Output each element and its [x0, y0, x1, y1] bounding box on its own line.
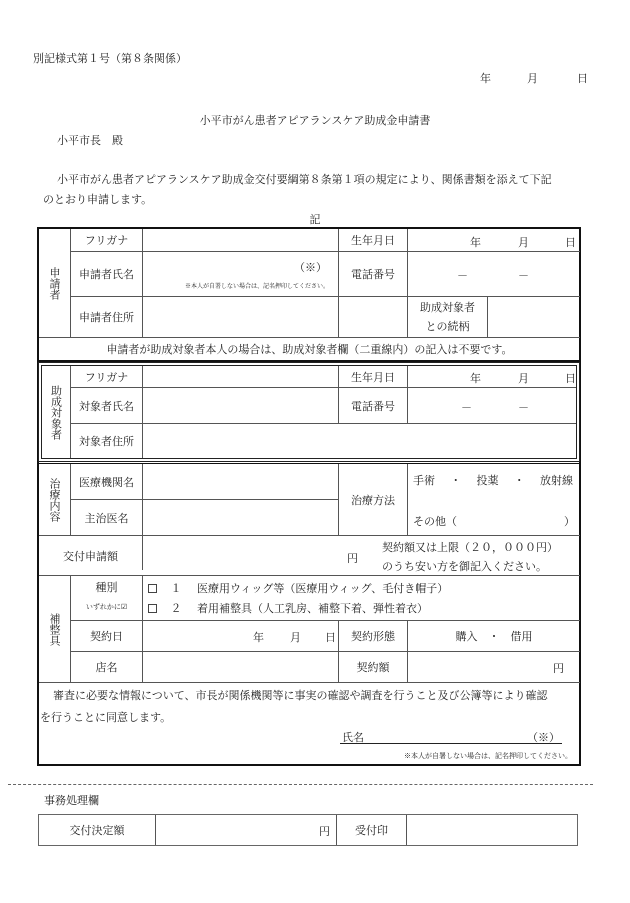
applicant-birth-input[interactable]: [408, 229, 580, 251]
applicant-birth-day: 日: [565, 236, 576, 249]
office-title: 事務処理欄: [44, 794, 99, 807]
device-option-text: 着用補整具（人工乳房、補整下着、弾性着衣）: [197, 602, 428, 615]
applicant-name-label: 申請者氏名: [79, 268, 134, 281]
applicant-furigana-label: フリガナ: [84, 234, 129, 247]
phone-dash: －: [461, 401, 472, 414]
applicant-name-input[interactable]: [143, 252, 337, 296]
shop-label: 店名: [95, 661, 118, 674]
phone-dash: －: [518, 269, 529, 282]
phone-dash: －: [518, 401, 529, 414]
applicant-birth-year: 年: [470, 236, 481, 249]
intro-line-2: のとおり申請します。: [43, 193, 153, 206]
applicant-section-label: 申請者: [48, 266, 61, 300]
subject-section-label: 助成対象者: [49, 384, 63, 440]
device-type-label: 種別: [95, 581, 118, 594]
subject-furigana-input[interactable]: [143, 366, 337, 387]
consent-seal-mark: （※）: [527, 731, 560, 744]
contract-amount-unit: 円: [553, 662, 564, 675]
separator: ・: [450, 474, 462, 487]
applicant-address-input[interactable]: [143, 297, 407, 337]
form-id: 別記様式第１号（第８条関係）: [33, 52, 187, 65]
institution-input[interactable]: [143, 464, 337, 499]
applicant-furigana-input[interactable]: [143, 230, 337, 250]
contract-amount-label: 契約額: [356, 661, 390, 674]
device-section-label: 補整具: [48, 612, 61, 646]
relation-label-line-1: 助成対象者: [420, 301, 475, 314]
contract-date-label: 契約日: [90, 630, 123, 643]
device-option-2[interactable]: [148, 600, 428, 616]
method-option-medication[interactable]: 投薬: [476, 474, 499, 487]
treatment-section-label: 治療内容: [48, 477, 61, 522]
method-other-label: その他（: [413, 515, 457, 528]
doctor-input[interactable]: [143, 500, 337, 535]
device-option-text: 医療用ウィッグ等（医療用ウィッグ、毛付き帽子）: [197, 582, 449, 595]
subject-name-input[interactable]: [143, 388, 337, 423]
date-month: 月: [527, 72, 538, 85]
subject-birth-year: 年: [470, 372, 481, 385]
contract-amount-input[interactable]: [408, 652, 580, 682]
addressee: 小平市長 殿: [57, 134, 123, 147]
applicant-birth-month: 月: [518, 236, 529, 249]
subject-birth-month: 月: [518, 372, 529, 385]
applicant-seal-mark: （※）: [294, 261, 327, 274]
institution-label: 医療機関名: [79, 475, 134, 489]
applicant-phone-input[interactable]: [408, 252, 580, 296]
amount-unit: 円: [347, 552, 358, 565]
amount-note-1: 契約額又は上限（２０，０００円）: [382, 541, 558, 554]
contract-month: 月: [290, 631, 301, 644]
decision-amount-input[interactable]: [156, 815, 336, 845]
amount-input[interactable]: [143, 536, 343, 575]
consent-name-label: 氏名: [342, 731, 364, 744]
checkbox[interactable]: [148, 584, 157, 593]
cut-line: [8, 784, 593, 785]
contract-day: 日: [325, 631, 336, 644]
amount-note-2: のうち安い方を御記入ください。: [382, 560, 547, 573]
method-label: 治療方法: [351, 493, 395, 507]
ki-label: 記: [309, 213, 321, 226]
separator: ・: [513, 474, 525, 487]
decision-amount-unit: 円: [319, 825, 330, 838]
phone-dash: －: [457, 269, 468, 282]
method-other-close: ）: [564, 515, 575, 528]
consent-line-2: を行うことに同意します。: [40, 711, 172, 724]
method-option-radiation[interactable]: 放射線: [540, 474, 573, 487]
method-options: [413, 472, 573, 488]
stamp-label: 受付印: [355, 824, 388, 837]
device-option-1[interactable]: [148, 580, 448, 596]
subject-birth-day: 日: [565, 372, 576, 385]
consent-line-1: 審査に必要な情報について、市長が関係機関等に事実の確認や調査を行うこと及び公簿等により確認: [53, 689, 548, 702]
relation-label: [408, 298, 487, 336]
applicant-address-label: 申請者住所: [79, 311, 134, 324]
subject-address-label: 対象者住所: [79, 435, 134, 448]
date-year: 年: [480, 72, 491, 85]
date-day: 日: [577, 72, 588, 85]
consent-name-field[interactable]: [340, 729, 562, 744]
subject-address-input[interactable]: [143, 424, 576, 458]
amount-label: 交付申請額: [63, 549, 118, 563]
consent-note: ※本人が自署しない場合は、記名押印してください。: [404, 752, 572, 760]
subject-phone-input[interactable]: [408, 388, 576, 423]
subject-birth-label: 生年月日: [351, 370, 395, 384]
applicant-seal-note: ※本人が自署しない場合は、記名押印してください。: [184, 283, 329, 290]
method-other-input[interactable]: [470, 511, 560, 527]
shop-input[interactable]: [143, 652, 338, 682]
notice-text: 申請者が助成対象者本人の場合は、助成対象者欄（二重線内）の記入は不要です。: [106, 343, 513, 356]
contract-form-options[interactable]: 購入 ・ 借用: [455, 630, 533, 643]
stamp-area[interactable]: [407, 815, 577, 845]
subject-furigana-label: フリガナ: [84, 370, 129, 384]
device-option-num: １: [170, 582, 182, 595]
page-title: 小平市がん患者アピアランスケア助成金申請書: [199, 114, 431, 127]
applicant-phone-label: 電話番号: [351, 268, 395, 281]
method-option-surgery[interactable]: 手術: [413, 474, 435, 487]
subject-birth-input[interactable]: [408, 366, 576, 387]
contract-form-label: 契約形態: [351, 630, 395, 643]
contract-year: 年: [253, 631, 264, 644]
device-option-num: ２: [170, 602, 182, 615]
device-type-hint: いずれかに☑: [85, 603, 128, 611]
applicant-birth-label: 生年月日: [351, 234, 395, 247]
checkbox[interactable]: [148, 604, 157, 613]
contract-date-input[interactable]: [143, 621, 338, 651]
doctor-label: 主治医名: [84, 511, 129, 525]
decision-amount-label: 交付決定額: [69, 824, 125, 837]
relation-label-line-2: との続柄: [425, 320, 470, 333]
intro-line-1: 小平市がん患者アピアランスケア助成金交付要綱第８条第１項の規定により、関係書類を添えて下記: [57, 173, 552, 186]
relation-input[interactable]: [488, 297, 580, 337]
subject-phone-label: 電話番号: [351, 399, 395, 413]
subject-name-label: 対象者氏名: [79, 399, 134, 413]
